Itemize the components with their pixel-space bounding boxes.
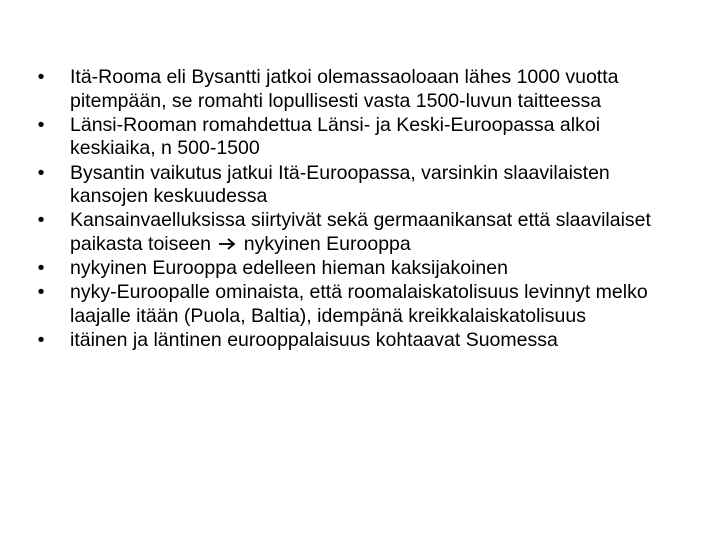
bullet-list bbox=[30, 66, 690, 353]
list-item bbox=[30, 114, 690, 161]
bullet-icon: • bbox=[37, 257, 45, 280]
list-item-text: Bysantin vaikutus jatkui Itä-Euroopassa, varsinkin slaavilaisten kansojen keskuudessa bbox=[70, 161, 610, 208]
list-item-text: Itä-Rooma eli Bysantti jatkoi olemassaoloaan lähes 1000 vuotta pitempään, se romahti lopullisesti vasta 1500-luvun taitteessa bbox=[70, 66, 619, 112]
list-item-text: nyky-Euroopalle ominaista, että roomalaiskatolisuus levinnyt melko laajalle itään (Puola, Baltia), idempänä kreikkalaiskatolisuus bbox=[70, 281, 648, 327]
list-item bbox=[30, 209, 690, 256]
list-item-text: itäinen ja läntinen eurooppalaisuus kohtaavat Suomessa bbox=[70, 329, 558, 352]
bullet-icon: • bbox=[37, 66, 45, 88]
list-item bbox=[30, 66, 690, 113]
list-item bbox=[30, 162, 690, 209]
bullet-icon: • bbox=[37, 113, 45, 136]
bullet-icon: • bbox=[37, 209, 45, 232]
bullet-icon: • bbox=[37, 281, 45, 304]
list-item-text: nykyinen Eurooppa bbox=[243, 232, 411, 255]
list-item-text: Kansainvaelluksissa siirtyivät sekä germaanikansat että slaavilaiset paikasta toiseen bbox=[70, 209, 651, 255]
list-item bbox=[30, 281, 690, 328]
list-item bbox=[30, 257, 690, 281]
list-item bbox=[30, 329, 690, 353]
bullet-icon: • bbox=[37, 161, 45, 184]
right-arrow-icon bbox=[218, 237, 236, 251]
list-item-text: Länsi-Rooman romahdettua Länsi- ja Keski-Euroopassa alkoi keskiaika, n 500-1500 bbox=[70, 113, 601, 160]
bullet-icon: • bbox=[37, 329, 45, 352]
list-item-text: nykyinen Eurooppa edelleen hieman kaksijakoinen bbox=[70, 257, 508, 280]
